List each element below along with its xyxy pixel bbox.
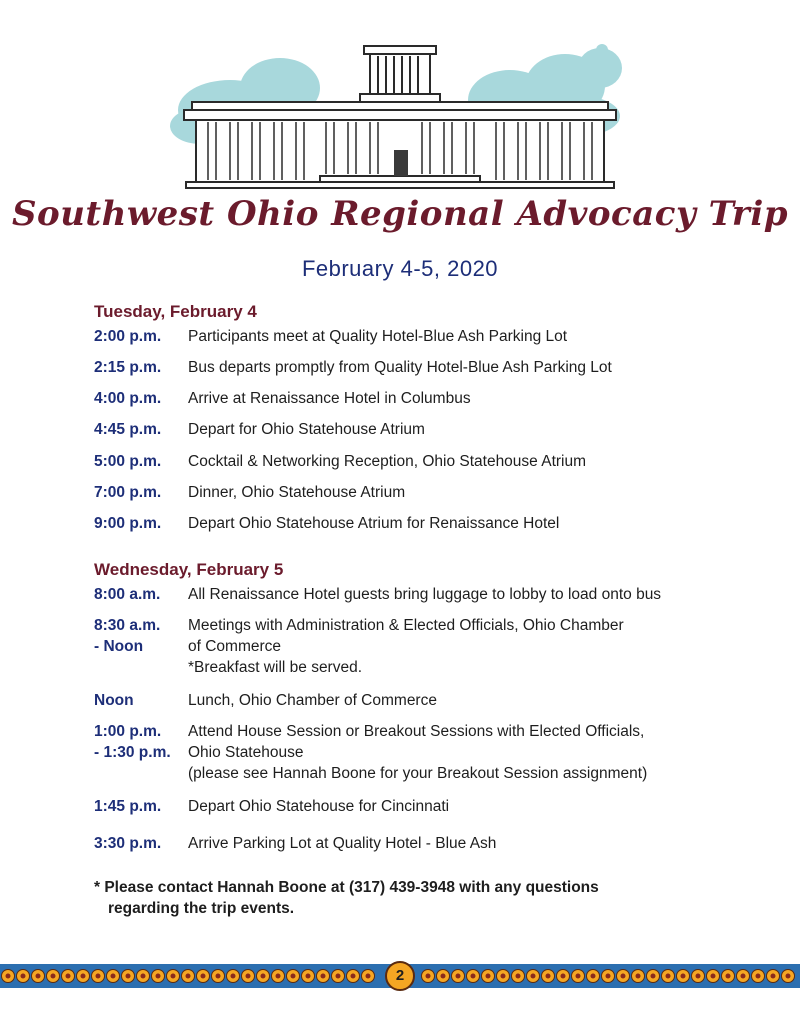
- schedule-time: 2:00 p.m.: [94, 328, 162, 345]
- footer-flower-center: [366, 974, 371, 979]
- footer-flower-center: [336, 974, 341, 979]
- footer-flower-center: [351, 974, 356, 979]
- footer-flower-center: [501, 974, 506, 979]
- footer-flower-center: [321, 974, 326, 979]
- schedule-time: 2:15 p.m.: [94, 359, 162, 376]
- schedule-time: 8:30 a.m. - Noon: [94, 617, 161, 655]
- footer-flower-center: [126, 974, 131, 979]
- schedule-desc: Attend House Session or Breakout Sessions with Elected Officials, Ohio Statehouse (please see Hannah Boone for your Breakout Session assignment): [188, 723, 648, 782]
- schedule-time: 1:45 p.m.: [94, 798, 162, 815]
- schedule-desc: Depart Ohio Statehouse Atrium for Renaissance Hotel: [188, 515, 560, 532]
- page-number: 2: [385, 961, 415, 991]
- footer-flower-center: [771, 974, 776, 979]
- day-heading-tuesday: Tuesday, February 4: [94, 302, 257, 321]
- footer-flower-center: [621, 974, 626, 979]
- footer-flower-center: [741, 974, 746, 979]
- footer-flower-center: [96, 974, 101, 979]
- footer-flower-center: [531, 974, 536, 979]
- contact-note-line: * Please contact Hannah Boone at (317) 439-3948 with any questions: [94, 879, 599, 896]
- footer-flower-center: [456, 974, 461, 979]
- schedule-time: 3:30 p.m.: [94, 835, 162, 852]
- footer-flower-center: [156, 974, 161, 979]
- schedule-time: 9:00 p.m.: [94, 515, 162, 532]
- schedule-desc: Arrive at Renaissance Hotel in Columbus: [188, 390, 471, 407]
- footer-flower-center: [261, 974, 266, 979]
- footer-flower-center: [36, 974, 41, 979]
- footer-flower-center: [651, 974, 656, 979]
- schedule-time: 7:00 p.m.: [94, 484, 162, 501]
- footer-flower-center: [111, 974, 116, 979]
- footer-flower-center: [141, 974, 146, 979]
- footer-flower-center: [51, 974, 56, 979]
- contact-note: [94, 877, 714, 919]
- footer-flower-center: [426, 974, 431, 979]
- schedule-desc: Bus departs promptly from Quality Hotel-Blue Ash Parking Lot: [188, 359, 612, 376]
- footer-flower-center: [276, 974, 281, 979]
- doorway: [394, 150, 408, 176]
- footer-flower-center: [231, 974, 236, 979]
- schedule-desc: All Renaissance Hotel guests bring luggage to lobby to load onto bus: [188, 586, 662, 603]
- footer-flower-center: [171, 974, 176, 979]
- schedule-desc: Depart Ohio Statehouse for Cincinnati: [188, 798, 450, 815]
- schedule-desc: Cocktail & Networking Reception, Ohio Statehouse Atrium: [188, 453, 587, 470]
- footer-flower-center: [546, 974, 551, 979]
- page-subtitle: February 4-5, 2020: [301, 256, 499, 281]
- schedule-desc: Lunch, Ohio Chamber of Commerce: [188, 692, 437, 709]
- schedule-desc: Arrive Parking Lot at Quality Hotel - Blue Ash: [188, 835, 497, 852]
- footer-flower-center: [756, 974, 761, 979]
- footer-flower-center: [636, 974, 641, 979]
- footer-flower-center: [561, 974, 566, 979]
- footer-flower-center: [786, 974, 791, 979]
- schedule-time: Noon: [94, 692, 134, 709]
- contact-note-line: regarding the trip events.: [108, 900, 295, 917]
- schedule-time: 5:00 p.m.: [94, 453, 162, 470]
- footer-flower-center: [291, 974, 296, 979]
- footer-flower-center: [441, 974, 446, 979]
- footer-flower-center: [576, 974, 581, 979]
- footer-flower-center: [726, 974, 731, 979]
- footer-flower-center: [216, 974, 221, 979]
- footer-flower-center: [6, 974, 11, 979]
- schedule-time: 4:45 p.m.: [94, 421, 162, 438]
- footer-flower-center: [246, 974, 251, 979]
- schedule-time: 4:00 p.m.: [94, 390, 162, 407]
- footer-flower-center: [666, 974, 671, 979]
- footer-flower-center: [306, 974, 311, 979]
- footer-flower-center: [486, 974, 491, 979]
- footer-flower-center: [516, 974, 521, 979]
- schedule-time: 8:00 a.m.: [94, 586, 161, 603]
- day-heading-wednesday: Wednesday, February 5: [94, 560, 284, 579]
- footer-flower-center: [186, 974, 191, 979]
- statehouse-illustration: [170, 38, 630, 198]
- footer-flower-center: [681, 974, 686, 979]
- footer-flower-center: [21, 974, 26, 979]
- footer-flower-center: [81, 974, 86, 979]
- schedule-desc: Depart for Ohio Statehouse Atrium: [188, 421, 425, 438]
- footer-flower-center: [696, 974, 701, 979]
- page-title: Southwest Ohio Regional Advocacy Trip: [11, 194, 789, 234]
- footer-flower-center: [201, 974, 206, 979]
- schedule-time: 1:00 p.m. - 1:30 p.m.: [94, 723, 171, 761]
- footer-flower-center: [66, 974, 71, 979]
- schedule-desc: Participants meet at Quality Hotel-Blue Ash Parking Lot: [188, 328, 568, 345]
- schedule-desc: Dinner, Ohio Statehouse Atrium: [188, 484, 406, 501]
- footer-flower-center: [711, 974, 716, 979]
- schedule-desc: Meetings with Administration & Elected Officials, Ohio Chamber of Commerce *Breakfast will be served.: [188, 617, 624, 676]
- footer-flower-center: [606, 974, 611, 979]
- footer-flower-center: [591, 974, 596, 979]
- footer-flower-center: [471, 974, 476, 979]
